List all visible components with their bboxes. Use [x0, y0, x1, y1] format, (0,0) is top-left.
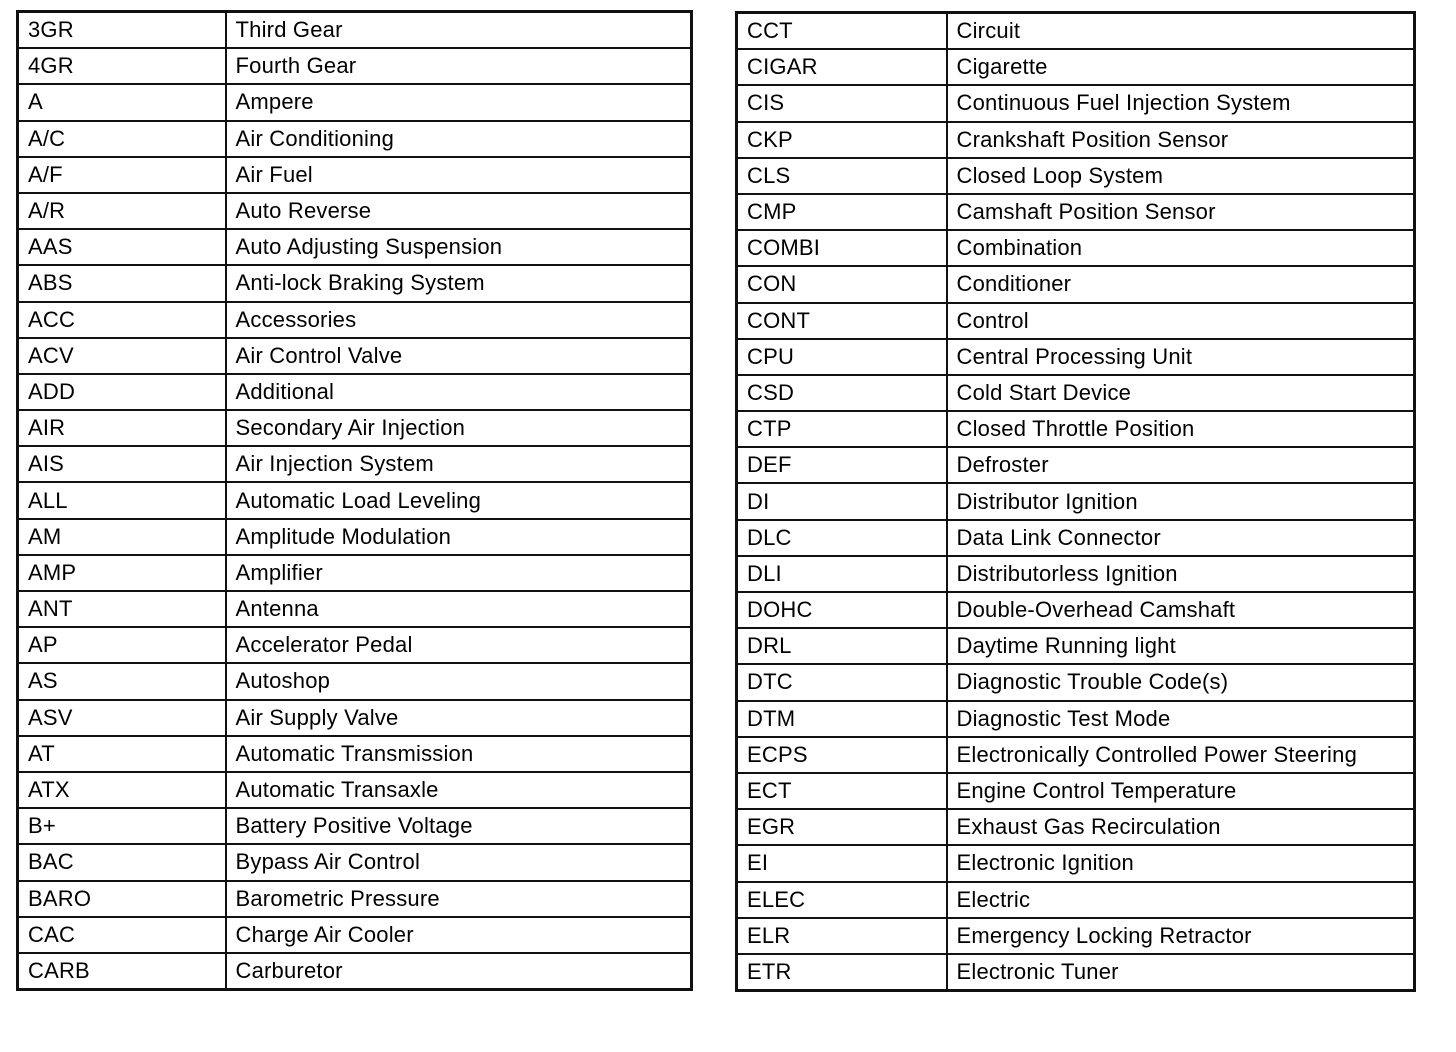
meaning-cell: Double-Overhead Camshaft: [947, 592, 1415, 628]
table-row: [737, 122, 1415, 158]
abbreviation-cell: DEF: [737, 447, 947, 483]
meaning-cell: Secondary Air Injection: [226, 410, 692, 446]
table-row: [737, 845, 1415, 881]
meaning-cell: Electronic Ignition: [947, 845, 1415, 881]
table-row: [18, 84, 692, 120]
abbreviation-cell: CKP: [737, 122, 947, 158]
abbreviation-cell: AIR: [18, 410, 226, 446]
abbreviation-cell: CPU: [737, 339, 947, 375]
table-row: [18, 121, 692, 157]
meaning-cell: Carburetor: [226, 953, 692, 990]
abbreviation-cell: ACV: [18, 338, 226, 374]
table-row: [737, 158, 1415, 194]
meaning-cell: Auto Adjusting Suspension: [226, 229, 692, 265]
table-row: [18, 808, 692, 844]
meaning-cell: Crankshaft Position Sensor: [947, 122, 1415, 158]
meaning-cell: Electronic Tuner: [947, 954, 1415, 991]
abbreviation-cell: CIS: [737, 85, 947, 121]
abbreviation-cell: DOHC: [737, 592, 947, 628]
table-row: [18, 48, 692, 84]
table-row: [18, 193, 692, 229]
meaning-cell: Air Supply Valve: [226, 700, 692, 736]
meaning-cell: Automatic Load Leveling: [226, 482, 692, 518]
abbreviation-cell: ABS: [18, 265, 226, 301]
abbreviation-cell: CSD: [737, 375, 947, 411]
meaning-cell: Daytime Running light: [947, 628, 1415, 664]
meaning-cell: Automatic Transmission: [226, 736, 692, 772]
abbreviation-cell: BARO: [18, 881, 226, 917]
meaning-cell: Distributorless Ignition: [947, 556, 1415, 592]
meaning-cell: Auto Reverse: [226, 193, 692, 229]
abbreviation-cell: B+: [18, 808, 226, 844]
table-row: [737, 266, 1415, 302]
meaning-cell: Closed Loop System: [947, 158, 1415, 194]
meaning-cell: Central Processing Unit: [947, 339, 1415, 375]
meaning-cell: Additional: [226, 374, 692, 410]
table-row: [737, 737, 1415, 773]
abbreviation-cell: 4GR: [18, 48, 226, 84]
table-row: [737, 375, 1415, 411]
abbreviation-cell: CTP: [737, 411, 947, 447]
abbreviation-cell: ETR: [737, 954, 947, 991]
meaning-cell: Data Link Connector: [947, 520, 1415, 556]
table-row: [18, 844, 692, 880]
table-row: [18, 410, 692, 446]
meaning-cell: Amplifier: [226, 555, 692, 591]
table-row: [18, 302, 692, 338]
abbreviation-cell: AMP: [18, 555, 226, 591]
meaning-cell: Combination: [947, 230, 1415, 266]
table-row: [18, 591, 692, 627]
abbreviation-cell: ELR: [737, 918, 947, 954]
table-row: [737, 303, 1415, 339]
table-row: [737, 85, 1415, 121]
meaning-cell: Emergency Locking Retractor: [947, 918, 1415, 954]
abbreviation-cell: EI: [737, 845, 947, 881]
abbreviation-cell: CONT: [737, 303, 947, 339]
table-row: [18, 736, 692, 772]
meaning-cell: Autoshop: [226, 663, 692, 699]
meaning-cell: Electric: [947, 882, 1415, 918]
abbreviation-cell: AM: [18, 519, 226, 555]
table-row: [18, 772, 692, 808]
abbreviation-cell: ECPS: [737, 737, 947, 773]
abbreviation-cell: DI: [737, 483, 947, 519]
table-row: [18, 482, 692, 518]
meaning-cell: Fourth Gear: [226, 48, 692, 84]
meaning-cell: Control: [947, 303, 1415, 339]
abbreviation-cell: A/C: [18, 121, 226, 157]
table-row: [737, 954, 1415, 991]
abbreviation-cell: ATX: [18, 772, 226, 808]
abbreviation-cell: ANT: [18, 591, 226, 627]
abbreviation-cell: CMP: [737, 194, 947, 230]
table-row: [18, 663, 692, 699]
meaning-cell: Charge Air Cooler: [226, 917, 692, 953]
meaning-cell: Third Gear: [226, 12, 692, 49]
table-row: [18, 265, 692, 301]
table-row: [737, 13, 1415, 50]
table-row: [737, 556, 1415, 592]
abbreviation-cell: AT: [18, 736, 226, 772]
abbreviation-cell: ACC: [18, 302, 226, 338]
table-row: [737, 882, 1415, 918]
meaning-cell: Bypass Air Control: [226, 844, 692, 880]
table-row: [18, 700, 692, 736]
abbreviation-cell: A: [18, 84, 226, 120]
meaning-cell: Engine Control Temperature: [947, 773, 1415, 809]
table-row: [18, 519, 692, 555]
abbreviation-table-left: [16, 10, 693, 991]
meaning-cell: Air Conditioning: [226, 121, 692, 157]
abbreviation-cell: CON: [737, 266, 947, 302]
abbreviation-cell: EGR: [737, 809, 947, 845]
table-row: [737, 809, 1415, 845]
table-row: [18, 229, 692, 265]
abbreviation-cell: CARB: [18, 953, 226, 990]
meaning-cell: Defroster: [947, 447, 1415, 483]
meaning-cell: Accessories: [226, 302, 692, 338]
meaning-cell: Anti-lock Braking System: [226, 265, 692, 301]
abbreviation-cell: ELEC: [737, 882, 947, 918]
abbreviation-cell: ECT: [737, 773, 947, 809]
meaning-cell: Diagnostic Trouble Code(s): [947, 664, 1415, 700]
abbreviation-cell: A/F: [18, 157, 226, 193]
abbreviation-cell: DTM: [737, 701, 947, 737]
abbreviation-cell: CLS: [737, 158, 947, 194]
table-row: [737, 411, 1415, 447]
abbreviation-cell: BAC: [18, 844, 226, 880]
table-row: [737, 194, 1415, 230]
abbreviation-cell: ASV: [18, 700, 226, 736]
abbreviation-cell: DLC: [737, 520, 947, 556]
abbreviation-cell: AP: [18, 627, 226, 663]
meaning-cell: Air Injection System: [226, 446, 692, 482]
abbreviation-table-right: [735, 11, 1416, 992]
meaning-cell: Circuit: [947, 13, 1415, 50]
table-row: [18, 627, 692, 663]
table-row: [18, 157, 692, 193]
abbreviation-cell: CAC: [18, 917, 226, 953]
abbreviation-cell: COMBI: [737, 230, 947, 266]
table-row: [737, 339, 1415, 375]
abbreviation-cell: CCT: [737, 13, 947, 50]
abbreviation-cell: 3GR: [18, 12, 226, 49]
abbreviation-cell: DRL: [737, 628, 947, 664]
meaning-cell: Amplitude Modulation: [226, 519, 692, 555]
abbreviation-cell: A/R: [18, 193, 226, 229]
meaning-cell: Closed Throttle Position: [947, 411, 1415, 447]
meaning-cell: Antenna: [226, 591, 692, 627]
table-row: [737, 230, 1415, 266]
table-row: [18, 917, 692, 953]
table-row: [18, 555, 692, 591]
meaning-cell: Exhaust Gas Recirculation: [947, 809, 1415, 845]
abbreviation-cell: AS: [18, 663, 226, 699]
table-row: [18, 374, 692, 410]
meaning-cell: Barometric Pressure: [226, 881, 692, 917]
table-row: [737, 49, 1415, 85]
table-row: [18, 12, 692, 49]
abbreviation-cell: CIGAR: [737, 49, 947, 85]
meaning-cell: Cigarette: [947, 49, 1415, 85]
meaning-cell: Distributor Ignition: [947, 483, 1415, 519]
table-row: [737, 447, 1415, 483]
table-row: [737, 664, 1415, 700]
table-row: [18, 446, 692, 482]
meaning-cell: Automatic Transaxle: [226, 772, 692, 808]
meaning-cell: Continuous Fuel Injection System: [947, 85, 1415, 121]
table-row: [737, 773, 1415, 809]
meaning-cell: Diagnostic Test Mode: [947, 701, 1415, 737]
table-row: [737, 628, 1415, 664]
meaning-cell: Air Fuel: [226, 157, 692, 193]
meaning-cell: Battery Positive Voltage: [226, 808, 692, 844]
meaning-cell: Electronically Controlled Power Steering: [947, 737, 1415, 773]
meaning-cell: Conditioner: [947, 266, 1415, 302]
table-row: [737, 520, 1415, 556]
table-row: [18, 338, 692, 374]
abbreviation-cell: ALL: [18, 482, 226, 518]
table-row: [737, 918, 1415, 954]
abbreviation-cell: AIS: [18, 446, 226, 482]
abbreviation-cell: DLI: [737, 556, 947, 592]
table-row: [18, 953, 692, 990]
abbreviation-cell: ADD: [18, 374, 226, 410]
meaning-cell: Accelerator Pedal: [226, 627, 692, 663]
meaning-cell: Cold Start Device: [947, 375, 1415, 411]
meaning-cell: Ampere: [226, 84, 692, 120]
abbreviation-cell: AAS: [18, 229, 226, 265]
meaning-cell: Camshaft Position Sensor: [947, 194, 1415, 230]
meaning-cell: Air Control Valve: [226, 338, 692, 374]
table-row: [18, 881, 692, 917]
abbreviation-cell: DTC: [737, 664, 947, 700]
table-row: [737, 592, 1415, 628]
table-row: [737, 701, 1415, 737]
table-row: [737, 483, 1415, 519]
